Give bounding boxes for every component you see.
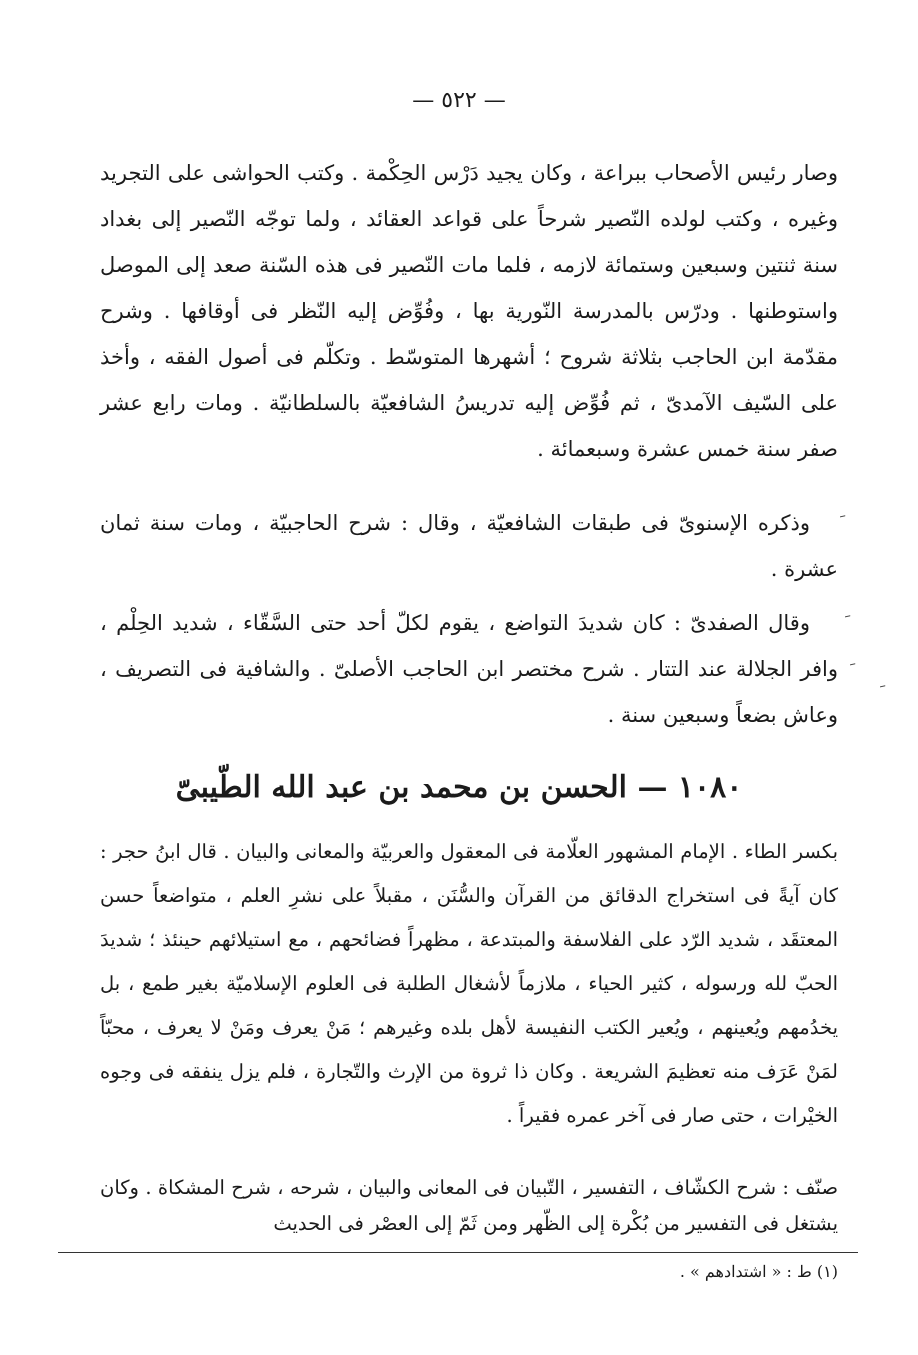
footnote-divider	[58, 1252, 858, 1253]
margin-mark-3: ﹶ	[850, 660, 856, 681]
text-block-isnawi	[100, 500, 838, 592]
page-number: — ٥٢٢ —	[412, 88, 506, 113]
footnote: (١) ط : « اشتدادهم » .	[679, 1262, 838, 1281]
paragraph-5: صنّف : شرح الكشّاف ، التفسير ، التّبيان فى المعانى والبيان ، شرحه ، شرح المشكاة . وكان يشتغل فى التفسير من بُكْرة إلى الظّهر ومن ثَمّ إلى العصْر فى الحديث	[100, 1176, 838, 1235]
text-block-biography	[100, 830, 838, 1138]
paragraph-3: وقال الصفدىّ : كان شديدَ التواضع ، يقوم لكلّ أحد حتى السَّقّاء ، شديد الحِلْم ، وافر الجلالة عند التتار . شرح مختصر ابن الحاجب الأصلىّ . والشافية فى التصريف ، وعاش بضعاً وسبعين سنة .	[100, 611, 838, 727]
text-block-intro	[100, 150, 838, 472]
margin-mark-1: ﹶ	[840, 512, 846, 533]
text-block-works	[100, 1170, 838, 1242]
entry-heading: ١٠٨٠ — الحسن بن محمد بن عبد الله الطّيبىّ	[175, 770, 743, 805]
paragraph-4: بكسر الطاء . الإمام المشهور العلّامة فى المعقول والعربيّة والمعانى والبيان . قال ابنُ حجر : كان آيةً فى استخراج الدقائق من القرآن والسُّنَن ، مقبلاً على نشرِ العلم ، متواضعاً حسن المعتقَد ، شديد الرّد على الفلاسفة والمبتدعة ، مظهراً فضائحهم ، مع استيلائهم حينئذ ؛ شديدَ الحبّ لله ورسوله ، كثير الحياء ، ملازماً لأشغال الطلبة فى العلوم الإسلاميّة بغير طمع ، بل يخدُمهم ويُعينهم ، ويُعير الكتب النفيسة لأهل بلده وغيرهم ؛ مَنْ يعرف ومَنْ لا يعرف ، محبّاً لمَنْ عَرَف منه تعظيمَ الشريعة . وكان ذا ثروة من الإرث والتّجارة ، فلم يزل ينفقه فى وجوه الخيْرات ، حتى صار فى آخر عمره فقيراً .	[100, 840, 838, 1127]
paragraph-1: وصار رئيس الأصحاب ببراعة ، وكان يجيد دَرْس الحِكْمة . وكتب الحواشى على التجريد وغيره ، وكتب لولده النّصير شرحاً على قواعد العقائد ، ولما توجّه النّصير إلى بغداد سنة ثنتين وسبعين وستمائة لازمه ، فلما مات النّصير فى هذه السّنة صعد إلى الموصل واستوطنها . ودرّس بالمدرسة النّورية بها ، وفُوِّض إليه النّظر فى أوقافها . وشرح مقدّمة ابن الحاجب بثلاثة شروح ؛ أشهرها المتوسّط . وتكلّم فى أصول الفقه ، وأخذ على السّيف الآمدىّ ، ثم فُوِّض إليه تدريسُ الشافعيّة بالسلطانيّة . ومات رابع عشر صفر سنة خمس عشرة وسبعمائة .	[100, 161, 838, 461]
paragraph-2: وذكره الإسنوىّ فى طبقات الشافعيّة ، وقال : شرح الحاجبيّة ، ومات سنة ثمان عشرة .	[100, 511, 838, 581]
margin-mark-2: ﹶ	[845, 612, 851, 633]
text-block-safadi	[100, 600, 838, 738]
margin-mark-4: ﹶ	[880, 682, 886, 703]
